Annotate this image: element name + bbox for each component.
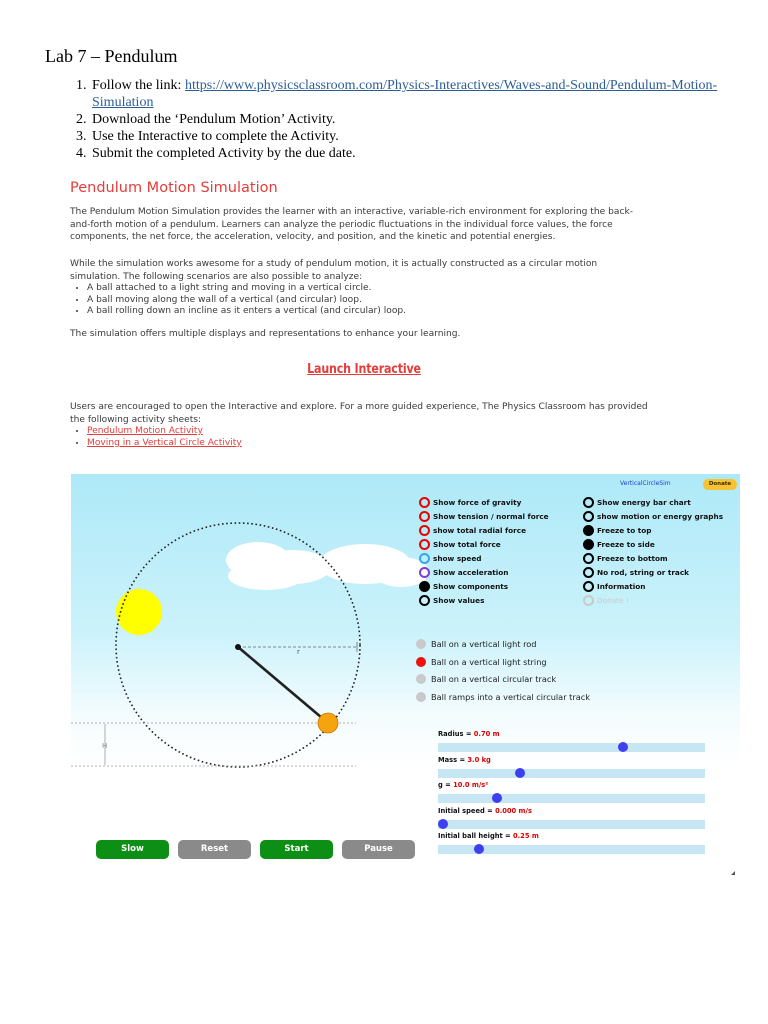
launch-interactive-link[interactable]: Launch Interactive — [307, 361, 421, 377]
slow-button[interactable]: Slow — [96, 840, 169, 859]
slider-value: 0.25 m — [512, 832, 539, 840]
option-label: Information — [597, 582, 646, 591]
mode-option[interactable] — [416, 692, 590, 702]
option-left-item[interactable] — [419, 539, 501, 551]
option-left-item[interactable] — [419, 497, 521, 509]
option-label: show motion or energy graphs — [597, 512, 724, 521]
reset-button[interactable]: Reset — [178, 840, 251, 859]
option-toggle-icon — [583, 497, 594, 508]
slider-value: 10.0 m/s² — [453, 781, 489, 789]
users-note: Users are encouraged to open the Interactive and explore. For a more guided experience, The Physics Classroom has provided the following activity sheets: — [70, 402, 648, 425]
slider-equals: = — [484, 806, 496, 815]
cloud-icon — [226, 542, 429, 590]
activity-links — [70, 426, 647, 449]
mode-option[interactable] — [416, 639, 536, 649]
option-toggle-icon — [419, 525, 430, 536]
option-label: Freeze to bottom — [597, 554, 668, 563]
option-toggle-icon — [583, 553, 594, 564]
mode-label: Ball on a vertical circular track — [431, 674, 557, 684]
slider-label — [438, 781, 488, 789]
list-item — [87, 438, 647, 450]
slider-knob[interactable] — [474, 844, 484, 854]
option-toggle-icon — [419, 539, 430, 550]
simulation-link[interactable]: https://www.physicsclassroom.com/Physics-Interactives/Waves-and-Sound/Pendulum-Motion-Simulation — [92, 78, 718, 110]
radio-dot-icon — [416, 674, 426, 684]
option-right-item[interactable] — [583, 539, 655, 551]
option-label: show total radial force — [433, 526, 527, 535]
radius-label: r — [297, 648, 300, 656]
option-label: Show total force — [433, 540, 501, 549]
option-toggle-icon — [583, 525, 594, 536]
slider-equals: = — [442, 781, 454, 789]
option-label: Donate ! — [597, 596, 629, 605]
slider-knob[interactable] — [515, 768, 525, 778]
slider-knob[interactable] — [438, 819, 448, 829]
displays-note: The simulation offers multiple displays and representations to enhance your learning. — [70, 329, 461, 339]
circular-note: While the simulation works awesome for a study of pendulum motion, it is actually constructed as a circular motion simulation. The following scenarios are also possible to analyze: — [70, 259, 598, 282]
option-left-item[interactable] — [419, 525, 526, 537]
slider-label — [438, 807, 532, 815]
slider-equals: = — [463, 730, 474, 738]
document-title: Lab 7 – Pendulum — [45, 46, 178, 66]
option-right-item[interactable] — [583, 595, 629, 607]
donate-button[interactable]: Donate — [703, 479, 737, 490]
option-toggle-icon — [583, 511, 594, 522]
slider-equals: = — [502, 832, 513, 840]
list-item: • A ball moving along the wall of a vertical (and circular) loop. — [87, 295, 647, 307]
step-4: 4. Submit the completed Activity by the due date. — [90, 145, 768, 162]
slider-knob[interactable] — [492, 793, 502, 803]
option-left-item[interactable] — [419, 553, 482, 565]
slider-name: Initial speed — [438, 806, 485, 815]
option-label: Show acceleration — [433, 568, 509, 577]
option-label: Freeze to side — [597, 540, 655, 549]
option-toggle-icon — [583, 567, 594, 578]
option-toggle-icon — [419, 567, 430, 578]
sun-icon — [116, 589, 162, 635]
simulation-panel — [71, 474, 740, 866]
pendulum-activity-link[interactable]: Pendulum Motion Activity — [87, 426, 203, 436]
slider-name: g — [438, 781, 443, 789]
list-item: • A ball rolling down an incline as it enters a vertical (and circular) loop. — [87, 306, 647, 318]
mode-label: Ball ramps into a vertical circular track — [431, 691, 590, 702]
option-right-item[interactable] — [583, 581, 645, 593]
slider-track[interactable] — [438, 794, 705, 803]
slider-knob[interactable] — [618, 742, 628, 752]
option-right-item[interactable] — [583, 567, 689, 579]
pendulum-string — [238, 647, 328, 723]
option-left-item[interactable] — [419, 581, 508, 593]
option-right-item[interactable] — [583, 497, 691, 509]
option-left-item[interactable] — [419, 595, 484, 607]
mode-option[interactable] — [416, 674, 556, 684]
slider-track[interactable] — [438, 769, 705, 778]
option-right-item[interactable] — [583, 511, 723, 523]
list-item — [87, 426, 647, 438]
height-label: H — [102, 742, 108, 750]
option-label: Show values — [433, 596, 485, 605]
vertical-circle-activity-link[interactable]: Moving in a Vertical Circle Activity — [87, 437, 242, 448]
start-button[interactable]: Start — [260, 840, 333, 859]
slider-label — [438, 730, 500, 738]
slider-value: 0.70 m — [473, 730, 500, 738]
slider-label — [438, 756, 491, 764]
option-left-item[interactable] — [419, 567, 508, 579]
option-label: No rod, string or track — [597, 568, 690, 577]
step-2: 2. Download the ‘Pendulum Motion’ Activity. — [90, 111, 768, 128]
option-label: Show tension / normal force — [433, 512, 549, 521]
step-3: 3. Use the Interactive to complete the Activity. — [90, 128, 768, 145]
option-toggle-icon — [419, 553, 430, 564]
option-toggle-icon — [419, 581, 430, 592]
slider-track[interactable] — [438, 743, 705, 752]
option-toggle-icon — [419, 595, 430, 606]
slider-track[interactable] — [438, 820, 705, 829]
slider-name: Radius — [438, 730, 464, 738]
step-1: 1. Follow the link: https://www.physicsclassroom.com/Physics-Interactives/Waves-and-Sound/Pendulum-Motion-Simulation — [90, 77, 768, 111]
option-label: Freeze to top — [597, 526, 652, 535]
option-toggle-icon — [583, 595, 594, 606]
option-label: Show force of gravity — [433, 498, 522, 507]
option-toggle-icon — [419, 497, 430, 508]
scenario-list — [70, 283, 647, 318]
radio-dot-icon — [416, 692, 426, 702]
option-toggle-icon — [583, 539, 594, 550]
option-label: show speed — [433, 554, 482, 563]
pause-button[interactable]: Pause — [342, 840, 415, 859]
slider-value: 3.0 kg — [467, 755, 491, 764]
intro-paragraph: The Pendulum Motion Simulation provides the learner with an interactive, variable-rich environment for exploring the back-and-forth motion of a pendulum. Learners can analyze the periodic fluctuations in the individual force values, the force components, the net force, the acceleration, velocity, and position, and the kinetic and potential energies. — [70, 207, 633, 243]
radio-dot-icon — [416, 657, 426, 667]
option-label: Show components — [433, 582, 509, 591]
mode-label: Ball on a vertical light string — [431, 656, 547, 667]
slider-value: 0.000 m/s — [495, 806, 532, 815]
slider-equals: = — [457, 755, 468, 764]
option-label: Show energy bar chart — [597, 498, 691, 507]
pivot-point — [235, 644, 241, 650]
option-toggle-icon — [419, 511, 430, 522]
instruction-list — [45, 77, 768, 162]
resize-handle-icon[interactable] — [731, 871, 735, 875]
list-item: • A ball attached to a light string and moving in a vertical circle. — [87, 283, 647, 295]
radio-dot-icon — [416, 639, 426, 649]
slider-name: Initial ball height — [438, 832, 503, 840]
option-left-item[interactable] — [419, 511, 549, 523]
slider-label — [438, 832, 539, 840]
page-heading: Pendulum Motion Simulation — [70, 180, 278, 196]
pendulum-ball[interactable] — [318, 713, 338, 733]
option-right-item[interactable] — [583, 553, 668, 565]
slider-name: Mass — [438, 755, 458, 764]
option-right-item[interactable] — [583, 525, 652, 537]
mode-label: Ball on a vertical light rod — [431, 639, 537, 649]
mode-option[interactable] — [416, 657, 547, 667]
option-toggle-icon — [583, 581, 594, 592]
sim-label: VerticalCircleSim — [620, 480, 671, 487]
slider-track[interactable] — [438, 845, 705, 854]
